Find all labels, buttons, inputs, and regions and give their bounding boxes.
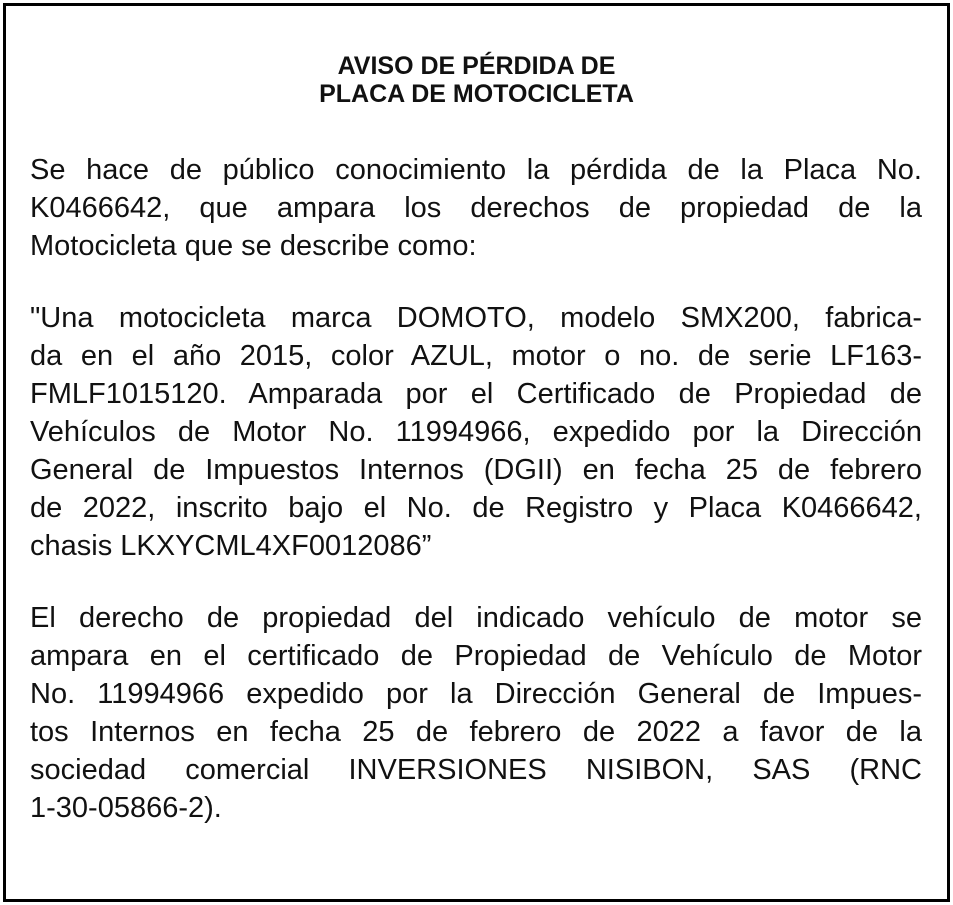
paragraph-line: General de Impuestos Internos (DGII) en fecha 25 de febrero — [30, 454, 922, 486]
paragraph-line: K0466642, que ampara los derechos de propiedad de la — [30, 192, 922, 224]
title-line-1: AVISO DE PÉRDIDA DE — [337, 52, 616, 80]
paragraph-line: sociedad comercial INVERSIONES NISIBON, SAS (RNC — [30, 754, 922, 786]
notice-box — [3, 3, 950, 902]
paragraph-line: 1-30-05866-2). — [30, 792, 222, 824]
paragraph-vehicle-description — [30, 299, 922, 565]
paragraph-line: No. 11994966 expedido por la Dirección General de Impues- — [30, 678, 922, 710]
paragraph-line: de 2022, inscrito bajo el No. de Registro y Placa K0466642, — [30, 492, 922, 524]
notice-title — [6, 52, 947, 108]
title-line-2: PLACA DE MOTOCICLETA — [319, 80, 634, 108]
paragraph-line: ampara en el certificado de Propiedad de Vehículo de Motor — [30, 640, 922, 672]
paragraph-line: "Una motocicleta marca DOMOTO, modelo SMX200, fabrica- — [30, 302, 922, 334]
paragraph-line: Vehículos de Motor No. 11994966, expedido por la Dirección — [30, 416, 922, 448]
paragraph-line: chasis LKXYCML4XF0012086” — [30, 530, 432, 562]
paragraph-line: tos Internos en fecha 25 de febrero de 2022 a favor de la — [30, 716, 922, 748]
paragraph-ownership-rights — [30, 599, 922, 827]
paragraph-line: da en el año 2015, color AZUL, motor o no. de serie LF163- — [30, 340, 922, 372]
paragraph-line: El derecho de propiedad del indicado vehículo de motor se — [30, 602, 922, 634]
paragraph-line: Se hace de público conocimiento la pérdida de la Placa No. — [30, 154, 922, 186]
paragraph-line: FMLF1015120. Amparada por el Certificado de Propiedad de — [30, 378, 922, 410]
paragraph-line: Motocicleta que se describe como: — [30, 230, 477, 262]
paragraph-loss-announcement — [30, 151, 922, 265]
